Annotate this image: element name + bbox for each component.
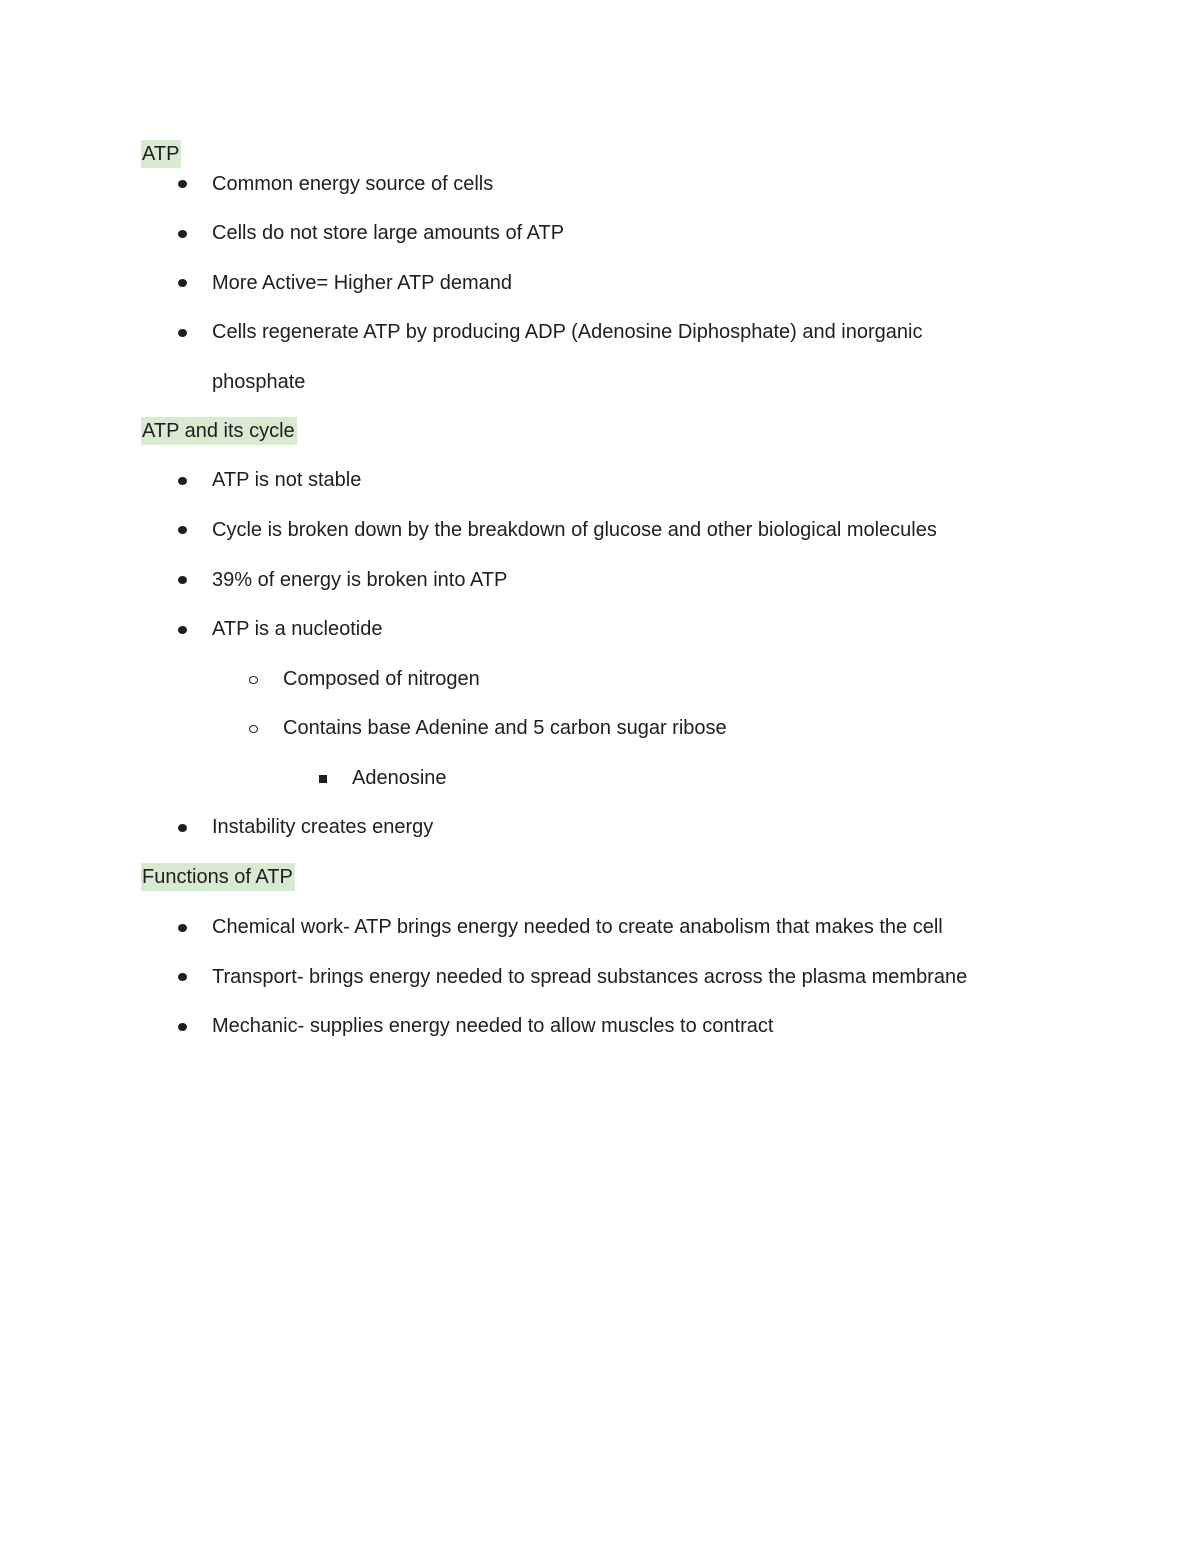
bullet-icon — [178, 526, 187, 534]
bullet-icon — [178, 824, 187, 832]
section-heading-functions-atp: Functions of ATP — [141, 863, 295, 891]
bullet-icon — [178, 626, 187, 634]
section-heading-atp: ATP — [141, 140, 181, 168]
sub-list-item: Contains base Adenine and 5 carbon sugar ribose — [283, 717, 727, 739]
bullet-icon — [178, 973, 187, 981]
sub-list-item: Composed of nitrogen — [283, 668, 480, 690]
bullet-icon — [178, 180, 187, 188]
list-item: Transport- brings energy needed to spread substances across the plasma membrane — [212, 966, 968, 988]
bullet-icon — [178, 230, 187, 238]
bullet-icon — [178, 576, 187, 584]
list-item: Mechanic- supplies energy needed to allow muscles to contract — [212, 1015, 774, 1037]
section-heading-atp-cycle: ATP and its cycle — [141, 417, 297, 445]
bullet-icon — [178, 329, 187, 337]
list-item: Common energy source of cells — [212, 173, 494, 195]
sub-sub-list-item: Adenosine — [352, 767, 447, 789]
circle-bullet-icon — [249, 725, 258, 733]
circle-bullet-icon — [249, 676, 258, 684]
list-item: ATP is not stable — [212, 469, 362, 491]
bullet-icon — [178, 279, 187, 287]
list-item: 39% of energy is broken into ATP — [212, 569, 508, 591]
list-item: Cells regenerate ATP by producing ADP (Adenosine Diphosphate) and inorganic — [212, 321, 923, 343]
list-item: Cycle is broken down by the breakdown of glucose and other biological molecules — [212, 519, 937, 541]
bullet-icon — [178, 477, 187, 485]
bullet-icon — [178, 1023, 187, 1031]
list-item: ATP is a nucleotide — [212, 618, 383, 640]
list-item: Instability creates energy — [212, 816, 434, 838]
list-item-continuation: phosphate — [212, 371, 306, 393]
list-item: Chemical work- ATP brings energy needed to create anabolism that makes the cell — [212, 916, 943, 938]
list-item: Cells do not store large amounts of ATP — [212, 222, 565, 244]
bullet-icon — [178, 924, 187, 932]
square-bullet-icon — [319, 775, 327, 783]
list-item: More Active= Higher ATP demand — [212, 272, 512, 294]
